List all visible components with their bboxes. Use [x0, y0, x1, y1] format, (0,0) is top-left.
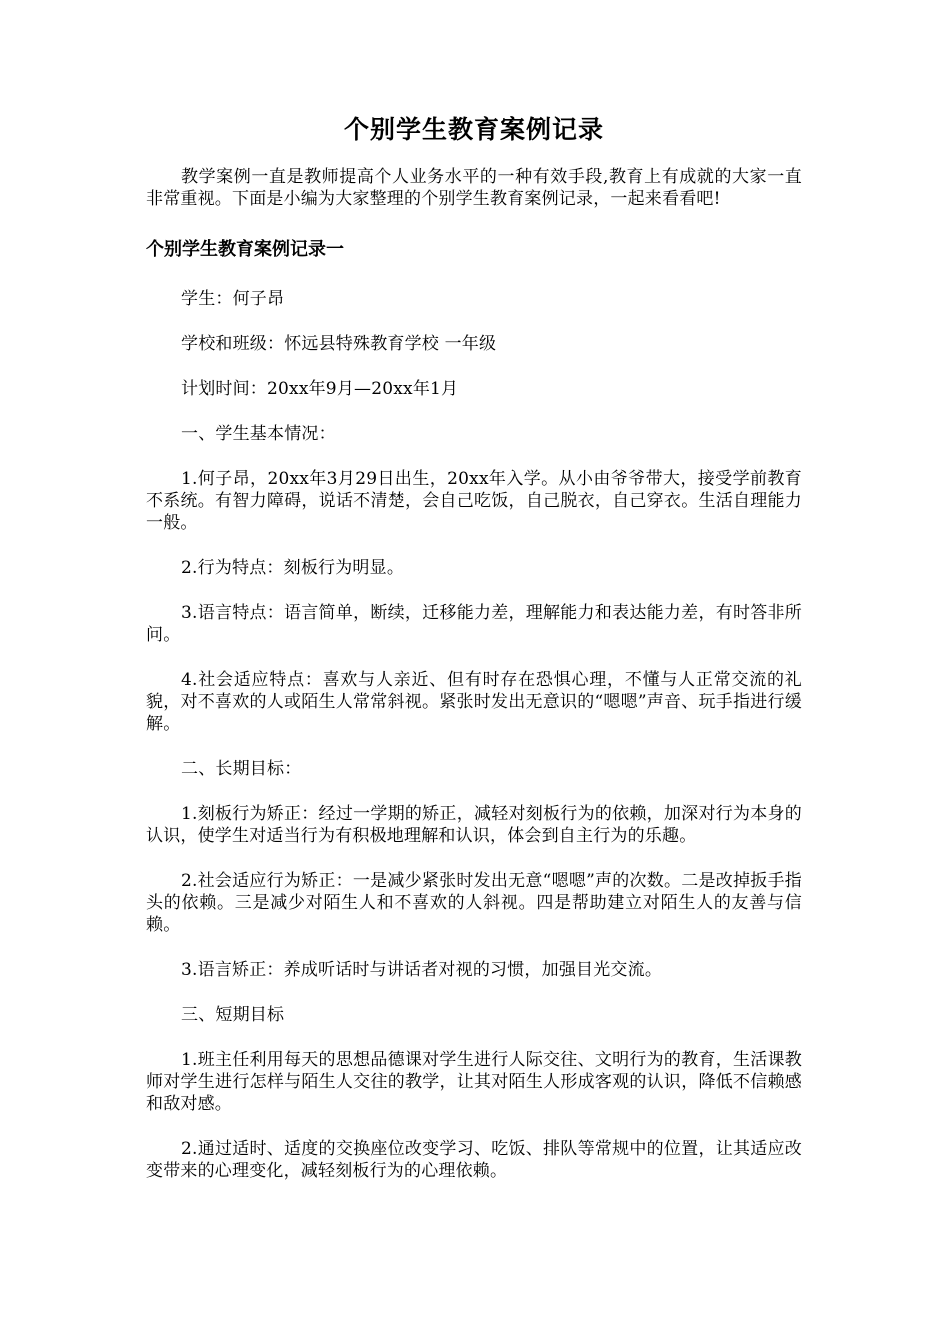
basic-info-item: 2.行为特点：刻板行为明显。 [181, 558, 405, 578]
section-heading: 个别学生教育案例记录一 [146, 239, 344, 260]
basic-info-item: 4.社会适应特点：喜欢与人亲近、但有时存在恐惧心理，不懂与人正常交流的礼貌，对不喜欢的人或陌生人常常斜视。紧张时发出无意识的“嗯嗯”声音、玩手指进行缓解。 [146, 670, 802, 734]
heading-basic-info: 一、学生基本情况： [181, 424, 336, 444]
long-term-goal-item: 3.语言矫正：养成听话时与讲话者对视的习惯，加强目光交流。 [181, 960, 663, 980]
basic-info-item: 3.语言特点：语言简单，断续，迁移能力差，理解能力和表达能力差，有时答非所问。 [146, 603, 802, 645]
basic-info-item: 1.何子昂，20xx年3月29日出生，20xx年入学。从小由爷爷带大，接受学前教育不系统。有智力障碍，说话不清楚，会自己吃饭，自己脱衣，自己穿衣。生活自理能力一般。 [146, 469, 802, 533]
long-term-goal-item: 2.社会适应行为矫正：一是减少紧张时发出无意“嗯嗯”声的次数。二是改掉扳手指头的依赖。三是减少对陌生人和不喜欢的人斜视。四是帮助建立对陌生人的友善与信赖。 [146, 871, 802, 935]
heading-long-term-goals: 二、长期目标： [181, 759, 302, 779]
school-class: 学校和班级：怀远县特殊教育学校 一年级 [181, 334, 497, 354]
document-title: 个别学生教育案例记录 [343, 115, 604, 144]
short-term-goal-item: 1.班主任利用每天的思想品德课对学生进行人际交往、文明行为的教育，生活课教师对学生进行怎样与陌生人交往的教学，让其对陌生人形成客观的认识，降低不信赖感和敌对感。 [146, 1050, 802, 1114]
short-term-goal-item: 2.通过适时、适度的交换座位改变学习、吃饭、排队等常规中的位置，让其适应改变带来的心理变化，减轻刻板行为的心理依赖。 [146, 1139, 802, 1181]
long-term-goal-item: 1.刻板行为矫正：经过一学期的矫正，减轻对刻板行为的依赖，加深对行为本身的认识，使学生对适当行为有积极地理解和认识，体会到自主行为的乐趣。 [146, 804, 802, 846]
plan-period: 计划时间：20xx年9月—20xx年1月 [181, 379, 459, 399]
intro-paragraph: 教学案例一直是教师提高个人业务水平的一种有效手段,教育上有成就的大家一直非常重视。下面是小编为大家整理的个别学生教育案例记录，一起来看看吧! [146, 167, 802, 209]
student-name: 学生：何子昂 [181, 289, 285, 309]
document-body [146, 112, 802, 1205]
heading-short-term-goals: 三、短期目标 [181, 1005, 285, 1025]
